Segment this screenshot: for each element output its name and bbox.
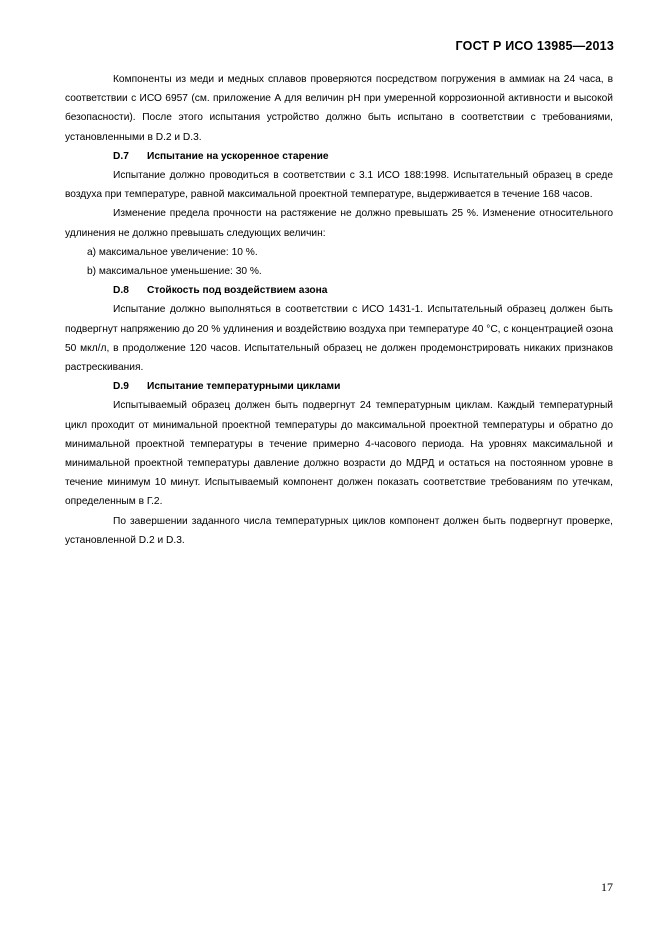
document-body bbox=[65, 70, 613, 550]
list-item-a: a) максимальное увеличение: 10 %. bbox=[87, 246, 258, 258]
paragraph-ozone-test: Испытание должно выполняться в соответствии с ИСО 1431-1. Испытательный образец должен быть подвергнут напряжению до 20 % удлинения и воздействию воздуха при температуре 40 °С, с концентрацией озона 50 мкл/л, в продолжение 120 часов. Испытательный образец не должен продемонстрировать никаких признаков растрескивания. bbox=[65, 304, 613, 374]
document-header: ГОСТ Р ИСО 13985—2013 bbox=[455, 39, 614, 53]
paragraph-temperature-cycles: Испытываемый образец должен быть подвергнут 24 температурным циклам. Каждый температурный цикл проходит от минимальной проектной температуры до максимальной проектной температуры и обратно до минимальной проектной температуры в течение примерно 4-часового периода. На уровнях максимальной и минимальной проектной температуры давление должно возрасти до МДРД и остаться на постоянном уровне в течение минимум 10 минут. Испытываемый компонент должен показать соответствие требованиям по утечкам, определенным в Г.2. bbox=[65, 400, 613, 508]
section-number: D.9 bbox=[113, 381, 129, 393]
section-number: D.8 bbox=[113, 285, 129, 297]
section-heading-d7 bbox=[65, 147, 613, 166]
paragraph-aging-test: Испытание должно проводиться в соответствии с 3.1 ИСО 188:1998. Испытательный образец в среде воздуха при температуре, равной максимальной проектной температуре, выдерживается в течение 168 часов. bbox=[65, 170, 613, 201]
section-heading-d8 bbox=[65, 281, 613, 300]
section-title: Испытание температурными циклами bbox=[147, 381, 341, 393]
section-title: Стойкость под воздействием азона bbox=[147, 285, 328, 297]
section-heading-d9 bbox=[65, 377, 613, 396]
paragraph-final-check: По завершении заданного числа температурных циклов компонент должен быть подвергнут проверке, установленной D.2 и D.3. bbox=[65, 515, 613, 546]
section-number: D.7 bbox=[113, 150, 129, 162]
paragraph-copper-ammonia: Компоненты из меди и медных сплавов проверяются посредством погружения в аммиак на 24 часа, в соответствии с ИСО 6957 (см. приложение А для величин pH при умеренной коррозионной активности и высокой безопасности). После этого испытания устройство должно быть испытано в соответствии с требованиями, установленными в D.2 и D.3. bbox=[65, 74, 613, 143]
list-item-b: b) максимальное уменьшение: 30 %. bbox=[87, 266, 262, 278]
paragraph-tensile-change: Изменение предела прочности на растяжение не должно превышать 25 %. Изменение относительного удлинения не должно превышать следующих величин: bbox=[65, 208, 613, 239]
section-title: Испытание на ускоренное старение bbox=[147, 150, 329, 162]
page-number: 17 bbox=[601, 880, 613, 894]
